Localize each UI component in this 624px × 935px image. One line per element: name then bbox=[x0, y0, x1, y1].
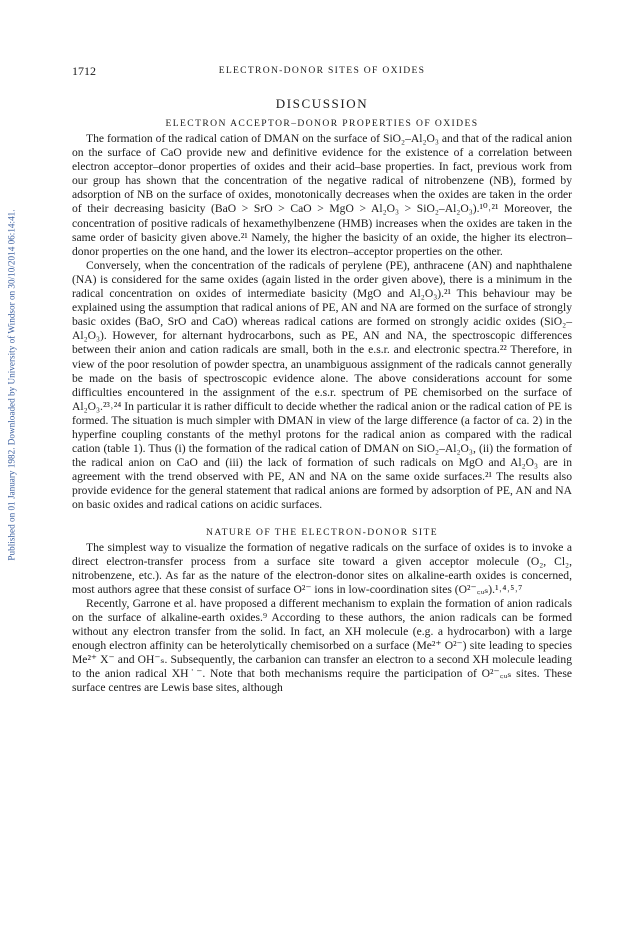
page-number: 1712 bbox=[72, 64, 96, 78]
paragraph: The formation of the radical cation of DMAN on the surface of SiO₂–Al₂O₃ and that of the radical anion on the surface of CaO provide new and definitive evidence for the existence of a correlation between electron acceptor–donor properties of oxides and their acid–base properties. In fact, previous work from our group has shown that the concentration of the negative radical of nitrobenzene (NB), formed by adsorption of NB on the surface of oxides, monotonically decreases when the oxides are taken in the order of their decreasing basicity (BaO > SrO > CaO > MgO > Al₂O₃ > SiO₂–Al₂O₃).¹⁰˒²¹ Moreover, the concentration of positive radicals of hexamethylbenzene (HMB) increases when the oxides are taken in the same order of basicity given above.²¹ Namely, the higher the basicity of an oxide, the higher its electron–donor properties on the one hand, and the lower its electron–acceptor properties on the other. bbox=[72, 132, 572, 258]
section-heading-donor-site: NATURE OF THE ELECTRON-DONOR SITE bbox=[205, 526, 439, 538]
page-header bbox=[72, 64, 572, 80]
paragraph: Recently, Garrone et al. have proposed a different mechanism to explain the formation of anion radicals on the surface of alkaline-earth oxides.⁹ According to these authors, the anion radicals can be formed without any electron transfer from the solid. In fact, an XH molecule (e.g. a hydrocarbon) with a large enough electron affinity can be heterolytically chemisorbed on a surface (Me²⁺ O²⁻) site leading to species Me²⁺ X⁻ and OH⁻ₛ. Subsequently, the carbanion can transfer an electron to a second XH molecule leading to the anion radical XH˙⁻. Note that both mechanisms require the participation of O²⁻꜀ᵤₛ sites. These surface centres are Lewis base sites, although bbox=[72, 596, 572, 695]
running-title: ELECTRON-DONOR SITES OF OXIDES bbox=[218, 65, 426, 76]
article-body bbox=[72, 96, 572, 696]
paragraph: The simplest way to visualize the formation of negative radicals on the surface of oxides is to invoke a direct electron-transfer process from a surface site toward a given acceptor molecule (O₂, Cl₂, nitrobenzene, etc.). As far as the nature of the electron-donor sites on alkaline-earth oxides is concerned, most authors agree that these consist of surface O²⁻ ions in low-coordination sites (O²⁻꜀ᵤₛ).¹˒⁴˒⁵˒⁷ bbox=[72, 540, 572, 596]
section-heading-acceptor-donor: ELECTRON ACCEPTOR–DONOR PROPERTIES OF OXIDES bbox=[165, 118, 479, 129]
download-notice bbox=[4, 150, 20, 620]
download-notice-text: Published on 01 January 1982. Downloaded by University of Windsor on 30/10/2014 06:14:41. bbox=[7, 209, 17, 561]
discussion-heading: DISCUSSION bbox=[275, 96, 369, 111]
paragraph: Conversely, when the concentration of the radicals of perylene (PE), anthracene (AN) and naphthalene (NA) is considered for the same oxides (again listed in the order given above), there is a minimum in the radical concentration on oxides of intermediate basicity (MgO and Al₂O₃).²¹ This behaviour may be explained using the assumption that radical anions of PE, AN and NA are formed on the surface of strongly basic oxides (BaO, SrO and CaO) whereas radical cations are formed on strongly acidic oxides (SiO₂–Al₂O₃). However, for alternant hydrocarbons, such as PE, AN and NA, the spectroscopic differences between their anion and cation radicals are small, both in the e.s.r. and electronic spectra.²² Therefore, in view of the poor resolution of powder spectra, an unambiguous assignment of the radicals cannot generally be made on the basis of spectroscopic evidence alone. The above considerations account for some difficulties encountered in the assignment of the e.s.r. spectrum of PE chemisorbed on the surface of Al₂O₃.²³˒²⁴ In particular it is rather difficult to decide whether the radical anion or the radical cation of PE is formed. The situation is much simpler with DMAN in view of the large difference (a factor of ca. 2) in the hyperfine coupling constants of the methyl protons for the radical anion as compared with the radical cation (table 1). Thus (i) the formation of the radical cation of DMAN on SiO₂–Al₂O₃, (ii) the formation of the radical anion on CaO and (iii) the lack of formation of such radicals on MgO and Al₂O₃ are in agreement with the trend observed with PE, AN and NA on the same oxide surfaces.²¹ The results also provide evidence for the general statement that radical anions are formed by adsorption of PE, AN and NA on basic oxides and radical cations on acidic surfaces. bbox=[72, 258, 572, 512]
